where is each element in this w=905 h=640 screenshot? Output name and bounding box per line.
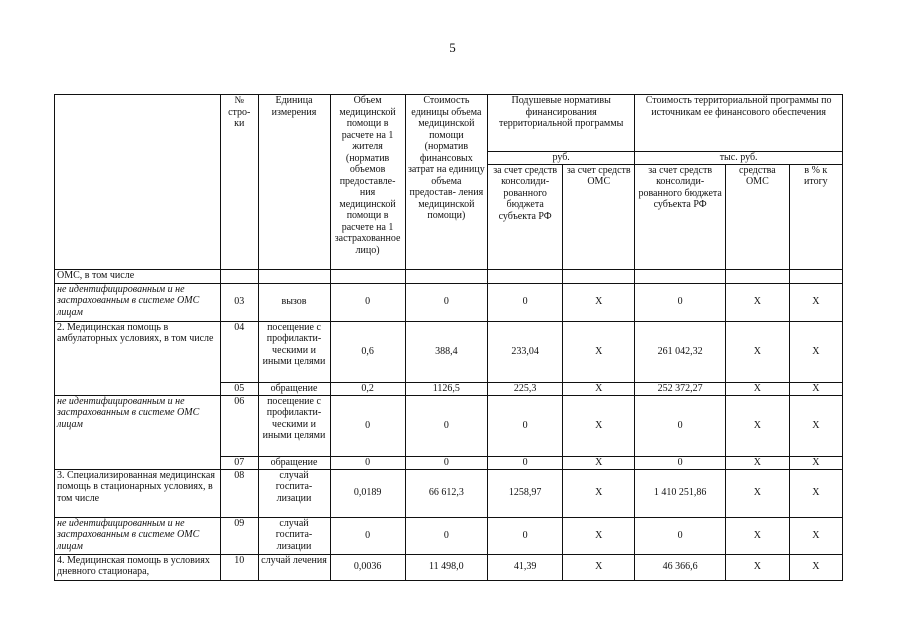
row-name: 3. Специализированная медицинская помощь в стационарных условиях, в том числе	[55, 469, 221, 517]
row-pct: X	[789, 382, 842, 395]
header-cost-budget: за счет средств консолиди- рованного бюджета субъекта РФ	[635, 164, 726, 269]
row-unit: вызов	[258, 283, 330, 321]
row-cost: 0	[405, 395, 487, 456]
row-unit: посещение с профилакти- ческими и иными целями	[258, 321, 330, 382]
row-pct: X	[789, 283, 842, 321]
row-volume: 0,0036	[330, 554, 405, 580]
header-percent: в % к итогу	[789, 164, 842, 269]
table-row	[55, 395, 843, 456]
row-name: 4. Медицинская помощь в условиях дневного стационара,	[55, 554, 221, 580]
row-number: 05	[220, 382, 258, 395]
row-volume: 0	[330, 395, 405, 456]
row-pc-oms: X	[563, 517, 635, 554]
row-pct: X	[789, 395, 842, 456]
row-pc-oms: X	[563, 382, 635, 395]
row-pc-budget: 0	[488, 517, 563, 554]
row-cost: 388,4	[405, 321, 487, 382]
row-volume: 0	[330, 283, 405, 321]
table-row	[55, 321, 843, 382]
row-name: не идентифицированным и не застрахованным в системе ОМС лицам	[55, 395, 221, 469]
row-cost: 66 612,3	[405, 469, 487, 517]
row-pc-budget: 41,39	[488, 554, 563, 580]
row-unit: обращение	[258, 456, 330, 469]
row-c-oms: X	[726, 283, 790, 321]
row-c-budget: 261 042,32	[635, 321, 726, 382]
row-c-budget: 0	[635, 283, 726, 321]
row-cost: 1126,5	[405, 382, 487, 395]
header-cost-oms: средства ОМС	[726, 164, 790, 269]
row-c-oms: X	[726, 321, 790, 382]
row-pct: X	[789, 469, 842, 517]
financing-table	[54, 94, 843, 581]
page-number: 5	[449, 40, 456, 55]
row-pc-oms: X	[563, 554, 635, 580]
row-pct: X	[789, 554, 842, 580]
row-pct: X	[789, 517, 842, 554]
row-volume: 0,6	[330, 321, 405, 382]
row-c-budget: 1 410 251,86	[635, 469, 726, 517]
row-pct: X	[789, 321, 842, 382]
row-pc-budget: 233,04	[488, 321, 563, 382]
row-volume: 0	[330, 517, 405, 554]
row-unit: случай лечения	[258, 554, 330, 580]
row-c-oms: X	[726, 395, 790, 456]
row-c-oms: X	[726, 382, 790, 395]
row-unit: случай госпита- лизации	[258, 469, 330, 517]
header-thousand-rub: тыс. руб.	[635, 152, 843, 165]
header-rub: руб.	[488, 152, 635, 165]
row-unit: случай госпита- лизации	[258, 517, 330, 554]
table-row	[55, 269, 843, 283]
row-pc-budget: 225,3	[488, 382, 563, 395]
row-name: не идентифицированным и не застрахованным в системе ОМС лицам	[55, 283, 221, 321]
row-name: 2. Медицинская помощь в амбулаторных условиях, в том числе	[55, 321, 221, 395]
row-volume: 0,0189	[330, 469, 405, 517]
row-cost: 0	[405, 456, 487, 469]
row-c-oms: X	[726, 469, 790, 517]
header-row	[55, 95, 843, 152]
row-pct: X	[789, 456, 842, 469]
row-pc-oms: X	[563, 469, 635, 517]
row-c-oms: X	[726, 456, 790, 469]
row-pc-budget: 0	[488, 395, 563, 456]
row-pc-oms: X	[563, 321, 635, 382]
row-number: 10	[220, 554, 258, 580]
row-name: ОМС, в том числе	[55, 269, 221, 283]
row-pc-budget: 1258,97	[488, 469, 563, 517]
table-row	[55, 517, 843, 554]
row-number: 06	[220, 395, 258, 456]
header-per-capita-budget: за счет средств консолиди- рованного бюджета субъекта РФ	[488, 164, 563, 269]
row-cost: 0	[405, 517, 487, 554]
header-program-cost: Стоимость территориальной программы по источникам ее финансового обеспечения	[635, 95, 843, 152]
table-row	[55, 554, 843, 580]
row-number: 04	[220, 321, 258, 382]
header-cost: Стоимость единицы объема медицинской помощи (норматив финансовых затрат на единицу объема предостав- ления медицинской помощи)	[405, 95, 487, 270]
row-c-budget: 0	[635, 456, 726, 469]
row-number: 03	[220, 283, 258, 321]
row-pc-oms: X	[563, 395, 635, 456]
row-c-budget: 0	[635, 395, 726, 456]
row-number: 08	[220, 469, 258, 517]
header-unit: Единица измерения	[258, 95, 330, 270]
row-pc-oms: X	[563, 283, 635, 321]
row-cost: 0	[405, 283, 487, 321]
table-row	[55, 283, 843, 321]
row-unit: обращение	[258, 382, 330, 395]
row-number: 09	[220, 517, 258, 554]
row-pc-budget: 0	[488, 456, 563, 469]
row-volume: 0,2	[330, 382, 405, 395]
header-row-no: № стро- ки	[220, 95, 258, 270]
header-volume: Объем медицинской помощи в расчете на 1 жителя (норматив объемов предоставле- ния медицинской помощи в расчете на 1 застрахованное лицо)	[330, 95, 405, 270]
table-row	[55, 469, 843, 517]
row-pc-oms: X	[563, 456, 635, 469]
row-c-budget: 46 366,6	[635, 554, 726, 580]
row-c-oms: X	[726, 554, 790, 580]
row-c-budget: 0	[635, 517, 726, 554]
row-c-budget: 252 372,27	[635, 382, 726, 395]
row-c-oms: X	[726, 517, 790, 554]
header-empty	[55, 95, 221, 270]
row-unit: посещение с профилакти- ческими и иными целями	[258, 395, 330, 456]
row-name: не идентифицированным и не застрахованным в системе ОМС лицам	[55, 517, 221, 554]
header-per-capita-oms: за счет средств ОМС	[563, 164, 635, 269]
header-per-capita: Подушевые нормативы финансирования территориальной программы	[488, 95, 635, 152]
row-volume: 0	[330, 456, 405, 469]
row-cost: 11 498,0	[405, 554, 487, 580]
row-pc-budget: 0	[488, 283, 563, 321]
row-number: 07	[220, 456, 258, 469]
